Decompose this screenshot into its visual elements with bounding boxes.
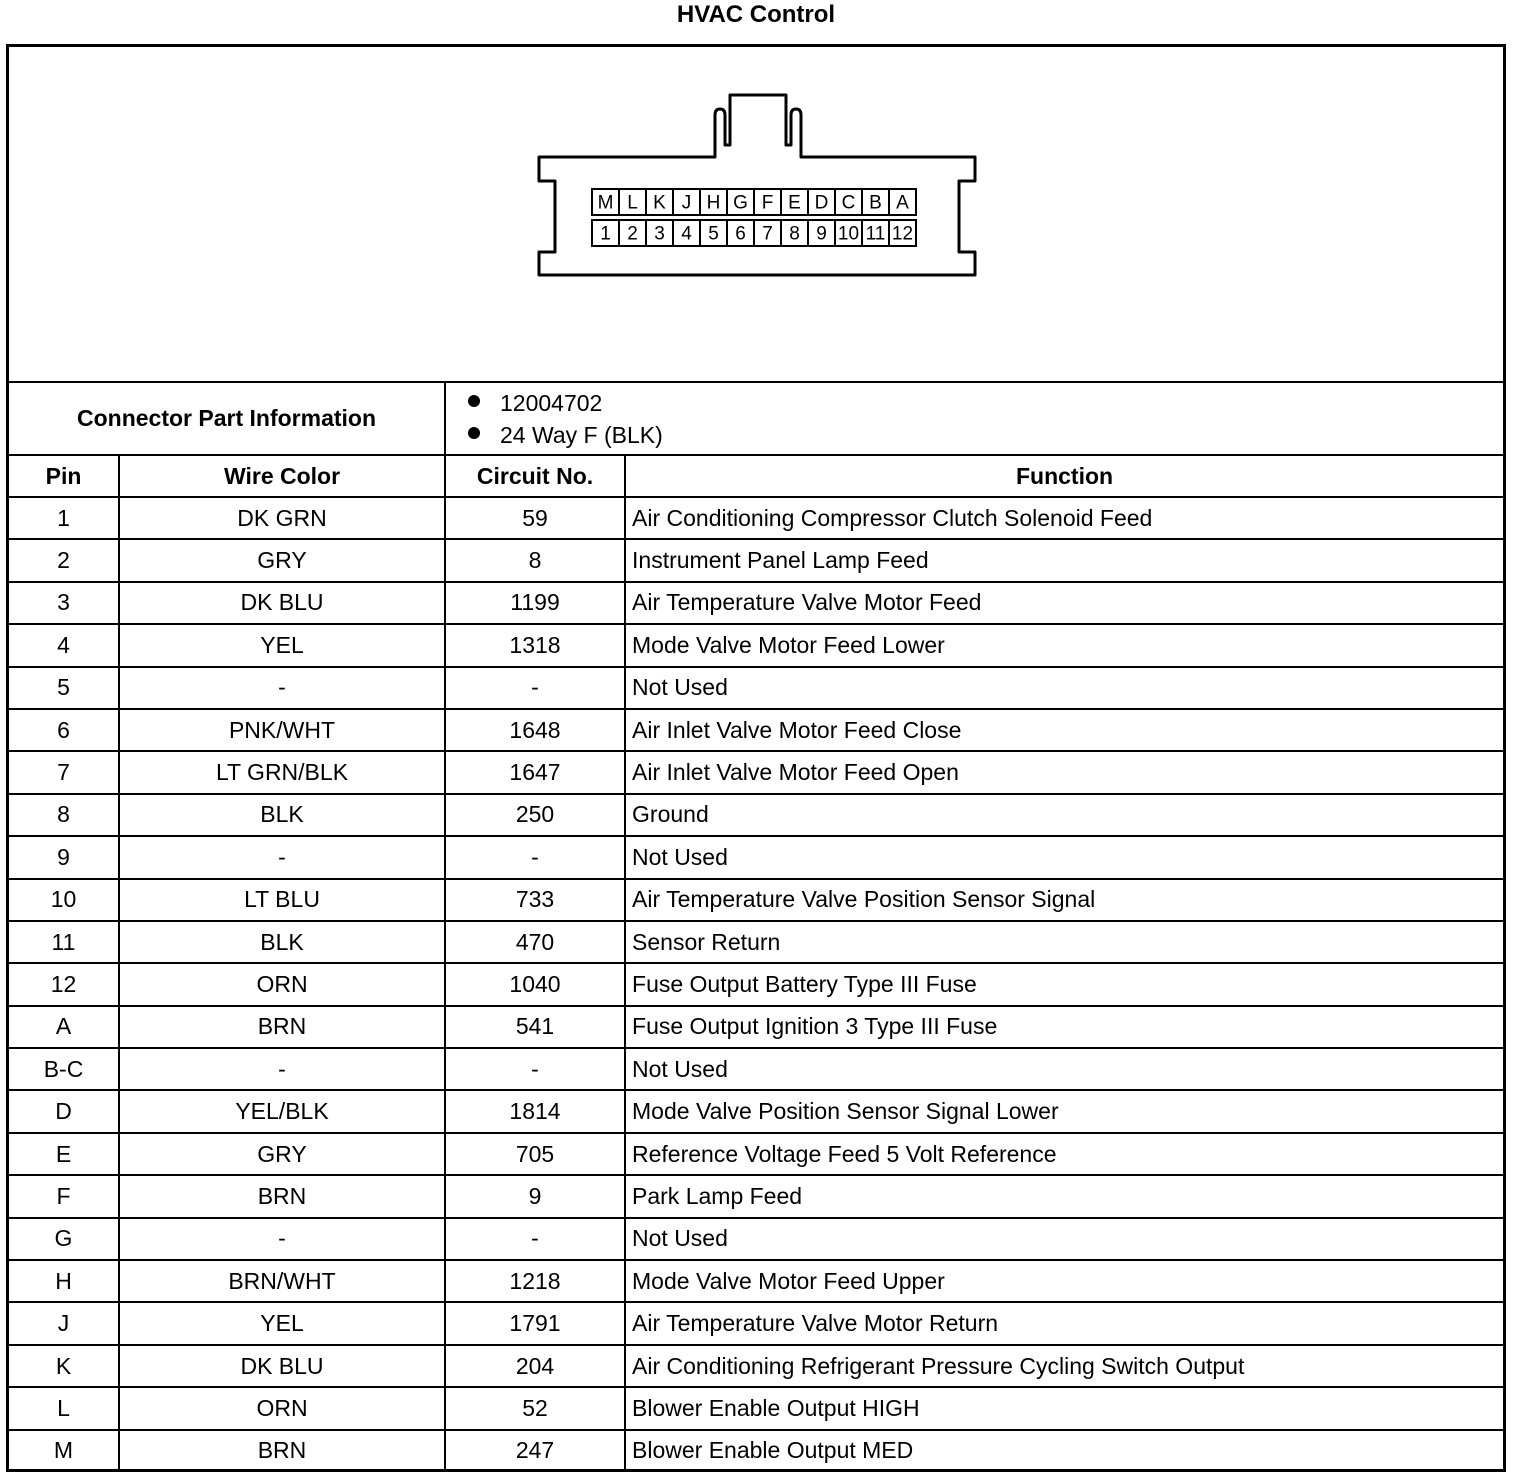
- table-row: [9, 1218, 1503, 1260]
- pin-label: F: [761, 192, 774, 214]
- function-cell: Not Used: [625, 1048, 1503, 1090]
- table-row: [9, 1387, 1503, 1429]
- pin-label: E: [788, 192, 801, 214]
- pin-label: G: [733, 192, 748, 214]
- circuit-cell: 1218: [445, 1260, 625, 1302]
- part-number: 12004702: [500, 389, 603, 416]
- table-row: [9, 963, 1503, 1005]
- wire-color-cell: YEL: [119, 624, 445, 666]
- wire-color-cell: DK BLU: [119, 582, 445, 624]
- info-item: [468, 387, 1503, 419]
- table-row: [9, 1006, 1503, 1048]
- function-cell: Air Conditioning Compressor Clutch Solenoid Feed: [625, 497, 1503, 539]
- pin-label: A: [896, 192, 909, 214]
- wire-color-cell: YEL: [119, 1302, 445, 1344]
- pin-cell: J: [9, 1302, 119, 1344]
- pin-label: 10: [837, 223, 860, 245]
- circuit-cell: -: [445, 1218, 625, 1260]
- table-row: [9, 879, 1503, 921]
- connector-face-drawing: [9, 47, 1503, 381]
- function-cell: Air Temperature Valve Motor Return: [625, 1302, 1503, 1344]
- wire-color-cell: ORN: [119, 1387, 445, 1429]
- pin-cell: 8: [9, 794, 119, 836]
- pin-cell: 1: [9, 497, 119, 539]
- function-cell: Not Used: [625, 836, 1503, 878]
- pin-label: 4: [681, 223, 692, 245]
- function-cell: Air Temperature Valve Motor Feed: [625, 582, 1503, 624]
- wire-color-cell: DK BLU: [119, 1345, 445, 1387]
- pin-label: J: [681, 192, 692, 214]
- wire-color-cell: BRN: [119, 1175, 445, 1217]
- table-row: [9, 582, 1503, 624]
- pin-cell: G: [9, 1218, 119, 1260]
- pin-label: 7: [762, 223, 773, 245]
- pin-label: 9: [816, 223, 827, 245]
- function-cell: Mode Valve Position Sensor Signal Lower: [625, 1090, 1503, 1132]
- circuit-cell: 52: [445, 1387, 625, 1429]
- pin-label: D: [814, 192, 829, 214]
- wire-color-cell: BLK: [119, 921, 445, 963]
- pin-label: K: [653, 192, 666, 214]
- table-row: [9, 1133, 1503, 1175]
- pin-grid: [592, 189, 916, 246]
- pin-label: L: [627, 192, 638, 214]
- table-header-row: [9, 455, 1503, 497]
- pin-label: 8: [789, 223, 800, 245]
- circuit-cell: 1199: [445, 582, 625, 624]
- function-cell: Air Temperature Valve Position Sensor Signal: [625, 879, 1503, 921]
- circuit-cell: 1791: [445, 1302, 625, 1344]
- function-cell: Air Conditioning Refrigerant Pressure Cycling Switch Output: [625, 1345, 1503, 1387]
- pin-cell: 5: [9, 667, 119, 709]
- header-pin: Pin: [9, 455, 119, 497]
- header-wire-color: Wire Color: [119, 455, 445, 497]
- circuit-cell: 733: [445, 879, 625, 921]
- pin-cell: 9: [9, 836, 119, 878]
- wire-color-cell: BRN/WHT: [119, 1260, 445, 1302]
- pin-cell: L: [9, 1387, 119, 1429]
- function-cell: Air Inlet Valve Motor Feed Open: [625, 751, 1503, 793]
- circuit-cell: 204: [445, 1345, 625, 1387]
- pin-cell: F: [9, 1175, 119, 1217]
- connector-description: 24 Way F (BLK): [500, 421, 663, 448]
- table-row: [9, 1175, 1503, 1217]
- pin-cell: 7: [9, 751, 119, 793]
- circuit-cell: -: [445, 1048, 625, 1090]
- pin-label: 12: [891, 223, 914, 245]
- wire-color-cell: -: [119, 667, 445, 709]
- pin-cell: 2: [9, 539, 119, 581]
- table-row: [9, 1048, 1503, 1090]
- header-function: Function: [625, 455, 1503, 497]
- circuit-cell: 705: [445, 1133, 625, 1175]
- table-row: [9, 624, 1503, 666]
- wire-color-cell: BLK: [119, 794, 445, 836]
- circuit-cell: 1647: [445, 751, 625, 793]
- pin-label: M: [597, 192, 614, 214]
- pin-cell: E: [9, 1133, 119, 1175]
- function-cell: Sensor Return: [625, 921, 1503, 963]
- wire-color-cell: GRY: [119, 539, 445, 581]
- circuit-cell: 1814: [445, 1090, 625, 1132]
- wire-color-cell: -: [119, 1218, 445, 1260]
- pin-cell: 6: [9, 709, 119, 751]
- table-row: [9, 709, 1503, 751]
- circuit-cell: 59: [445, 497, 625, 539]
- info-item: [468, 419, 1503, 451]
- connector-frame: [6, 44, 1506, 1472]
- circuit-cell: 1648: [445, 709, 625, 751]
- connector-info-values: [445, 382, 1503, 455]
- wire-color-cell: BRN: [119, 1430, 445, 1471]
- function-cell: Park Lamp Feed: [625, 1175, 1503, 1217]
- connector-info-label: Connector Part Information: [9, 382, 445, 455]
- function-cell: Mode Valve Motor Feed Upper: [625, 1260, 1503, 1302]
- pin-cell: B-C: [9, 1048, 119, 1090]
- table-row: [9, 1090, 1503, 1132]
- function-cell: Instrument Panel Lamp Feed: [625, 539, 1503, 581]
- function-cell: Blower Enable Output HIGH: [625, 1387, 1503, 1429]
- circuit-cell: 9: [445, 1175, 625, 1217]
- table-row: [9, 794, 1503, 836]
- table-row: [9, 836, 1503, 878]
- table-row: [9, 539, 1503, 581]
- wire-color-cell: LT GRN/BLK: [119, 751, 445, 793]
- pin-cell: 12: [9, 963, 119, 1005]
- function-cell: Not Used: [625, 1218, 1503, 1260]
- circuit-cell: 250: [445, 794, 625, 836]
- table-row: [9, 497, 1503, 539]
- function-cell: Not Used: [625, 667, 1503, 709]
- wire-color-cell: LT BLU: [119, 879, 445, 921]
- circuit-cell: 1318: [445, 624, 625, 666]
- pin-cell: 11: [9, 921, 119, 963]
- pin-label: B: [869, 192, 882, 214]
- function-cell: Reference Voltage Feed 5 Volt Reference: [625, 1133, 1503, 1175]
- pin-label: 5: [708, 223, 719, 245]
- function-cell: Fuse Output Ignition 3 Type III Fuse: [625, 1006, 1503, 1048]
- pin-label: C: [841, 192, 856, 214]
- circuit-cell: 470: [445, 921, 625, 963]
- pin-label: H: [706, 192, 721, 214]
- pin-label: 2: [627, 223, 638, 245]
- table-row: [9, 1430, 1503, 1471]
- table-row: [9, 921, 1503, 963]
- wire-color-cell: DK GRN: [119, 497, 445, 539]
- wire-color-cell: ORN: [119, 963, 445, 1005]
- pin-cell: H: [9, 1260, 119, 1302]
- function-cell: Ground: [625, 794, 1503, 836]
- circuit-cell: -: [445, 836, 625, 878]
- page-title: HVAC Control: [676, 1, 836, 28]
- pin-cell: A: [9, 1006, 119, 1048]
- pin-label: 6: [735, 223, 746, 245]
- bullet-icon: [468, 395, 480, 407]
- pin-cell: K: [9, 1345, 119, 1387]
- connector-info-row: [9, 382, 1503, 455]
- pinout-table: [9, 381, 1503, 1471]
- bullet-icon: [468, 427, 480, 439]
- circuit-cell: 1040: [445, 963, 625, 1005]
- pin-cell: D: [9, 1090, 119, 1132]
- wire-color-cell: PNK/WHT: [119, 709, 445, 751]
- function-cell: Blower Enable Output MED: [625, 1430, 1503, 1471]
- table-row: [9, 1302, 1503, 1344]
- wire-color-cell: BRN: [119, 1006, 445, 1048]
- function-cell: Air Inlet Valve Motor Feed Close: [625, 709, 1503, 751]
- table-row: [9, 1260, 1503, 1302]
- function-cell: Fuse Output Battery Type III Fuse: [625, 963, 1503, 1005]
- wire-color-cell: GRY: [119, 1133, 445, 1175]
- pin-label: 3: [654, 223, 665, 245]
- wire-color-cell: -: [119, 836, 445, 878]
- function-cell: Mode Valve Motor Feed Lower: [625, 624, 1503, 666]
- pin-label: 1: [600, 223, 611, 245]
- wire-color-cell: YEL/BLK: [119, 1090, 445, 1132]
- circuit-cell: 541: [445, 1006, 625, 1048]
- pin-cell: 3: [9, 582, 119, 624]
- table-row: [9, 751, 1503, 793]
- pin-cell: 10: [9, 879, 119, 921]
- pin-label: 11: [865, 223, 886, 245]
- pin-cell: M: [9, 1430, 119, 1471]
- table-row: [9, 1345, 1503, 1387]
- circuit-cell: 247: [445, 1430, 625, 1471]
- header-circuit: Circuit No.: [445, 455, 625, 497]
- wire-color-cell: -: [119, 1048, 445, 1090]
- connector-housing-outline: [539, 95, 975, 275]
- circuit-cell: 8: [445, 539, 625, 581]
- connector-diagram: [9, 47, 1503, 381]
- circuit-cell: -: [445, 667, 625, 709]
- table-row: [9, 667, 1503, 709]
- pin-cell: 4: [9, 624, 119, 666]
